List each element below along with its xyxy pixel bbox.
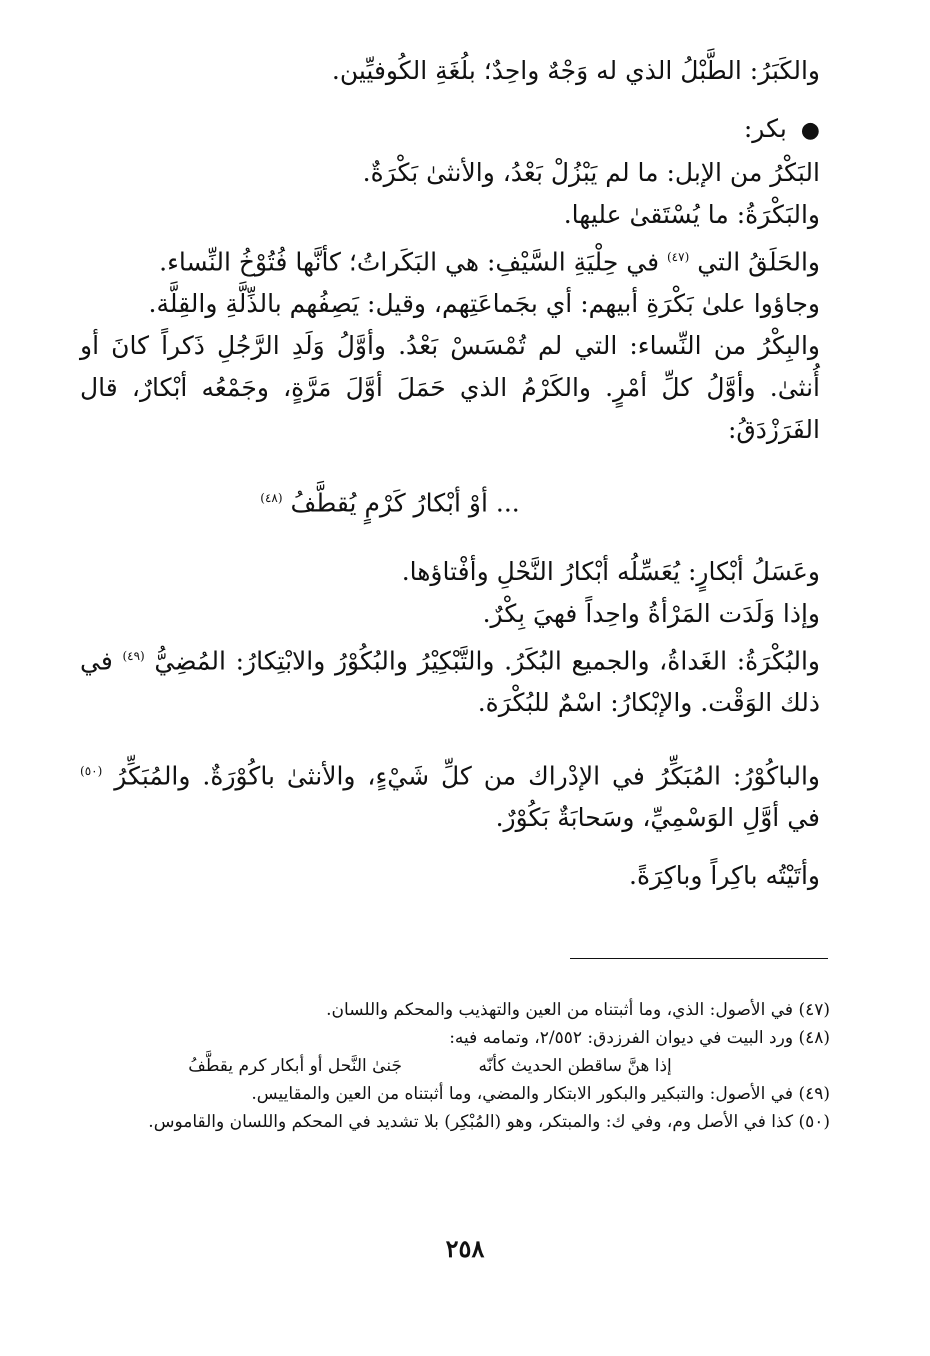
paragraph: وجاؤوا علىٰ بَكْرَةِ أبيهم: أي بجَماعَتِهم، وقيل: يَصِفُهم بالذِّلَّةِ والقِلَّة. [148,289,820,319]
entry-heading-label: بكر: [743,114,787,143]
paragraph: وعَسَلُ أبْكارٍ: يُعَسِّلُه أبْكارُ النَّحْلِ وأفْتاؤها. [401,556,820,586]
footnote-48: (٤٨) ورد البيت في ديوان الفرزدق: ٢/٥٥٢، وتمامه فيه: [449,1028,830,1048]
footnote-verse [90,1052,830,1080]
paragraph [80,635,820,724]
paragraph: وأتَيْتُه باكِراً وباكِرَةً. [629,861,820,891]
footnotes [90,996,830,1136]
paragraph [80,236,820,283]
paragraph: البَكْرُ من الإبل: ما لم يَبْزُلْ بَعْدُ، والأنثىٰ بَكْرَةٌ. [362,158,820,187]
main-text [80,50,820,897]
paragraph-text: والباكُوْرُ: المُبَكِّرُ في الإدْراك من كلِّ شَيْءٍ، والأنثىٰ باكُوْرَةٌ. والمُبَكِّرُ [114,761,820,791]
page-number: ٢٥٨ [445,1234,485,1263]
verse-hemistich-first: إذا هنَّ ساقطن الحديث كأنّه [478,1056,672,1076]
verse-line [80,477,820,524]
paragraph: والبِكْرُ من النِّساء: التي لم تُمْسَسْ بَعْدُ. وأوَّلُ وَلَدِ الرَّجُلِ ذَكراً كانَ أو أُنثىٰ. وأوَّلُ كلِّ أمْرٍ. والكَرْمُ الذي حَمَلَ أوَّلَ مَرَّةٍ، وجَمْعُه أبْكارٌ، قال الفَرَزْدَقُ: [80,331,820,445]
footnote-49: (٤٩) في الأصول: والتبكير والبكور الابتكار والمضي، وما أثبتناه من العين والمقاييس. [251,1084,830,1104]
verse-text: ... أوْ أبْكارُ كَرْمٍ يُقطَّفُ [290,488,520,518]
footnote-ref: (٥٠) [80,763,103,778]
paragraph-text: في أوَّلِ الوَسْمِيِّ، وسَحابَةٌ بَكُوْرٌ. [495,803,820,833]
verse-hemistich-second: جَنىٰ النَّحل أو أبكار كرم يقطَّفُ [188,1056,402,1076]
paragraph-text: والحَلَقُ التي [697,247,820,277]
paragraph [80,750,820,839]
footnote-ref: (٤٨) [260,491,283,506]
bullet-icon: ● [800,118,820,143]
footnote-50: (٥٠) كذا في الأصل وم، وفي ك: والمبتكر، وهو (المُبْكِر) بلا تشديد في المحكم واللسان والقاموس. [148,1112,830,1132]
paragraph: والبَكْرَةُ: ما يُسْتَقىٰ عليها. [563,200,820,229]
paragraph-text: والبُكْرَةُ: الغَداةُ، والجميع البُكَرُ. والتَّبْكِيْرُ والبُكُوْرُ والابْتِكارُ: المُضِيُّ [154,645,821,675]
entry-heading [80,108,820,152]
footnote-ref: (٤٧) [666,250,690,264]
paragraph-text: في ذلك الوَقْت. والإبْكارُ: اسْمٌ للبُكْرَة. [80,645,820,717]
footnote-ref: (٤٩) [122,648,145,663]
paragraph-text: في حِلْيَةِ السَّيْفِ: هي البَكَراتُ؛ كأنَّها فُتُوْخُ النِّساء. [159,247,660,277]
paragraph: والكَبَرُ: الطَّبْلُ الذي له وَجْهٌ واحِدٌ؛ بلُغَةِ الكُوفيِّين. [331,56,820,85]
footnote-47: (٤٧) في الأصول: الذي، وما أثبتناه من العين والتهذيب والمحكم واللسان. [326,1000,830,1020]
paragraph: وإذا وَلَدَت المَرْأةُ واحِداً فهيَ بِكْرٌ. [482,598,820,628]
footnote-divider [570,958,828,959]
